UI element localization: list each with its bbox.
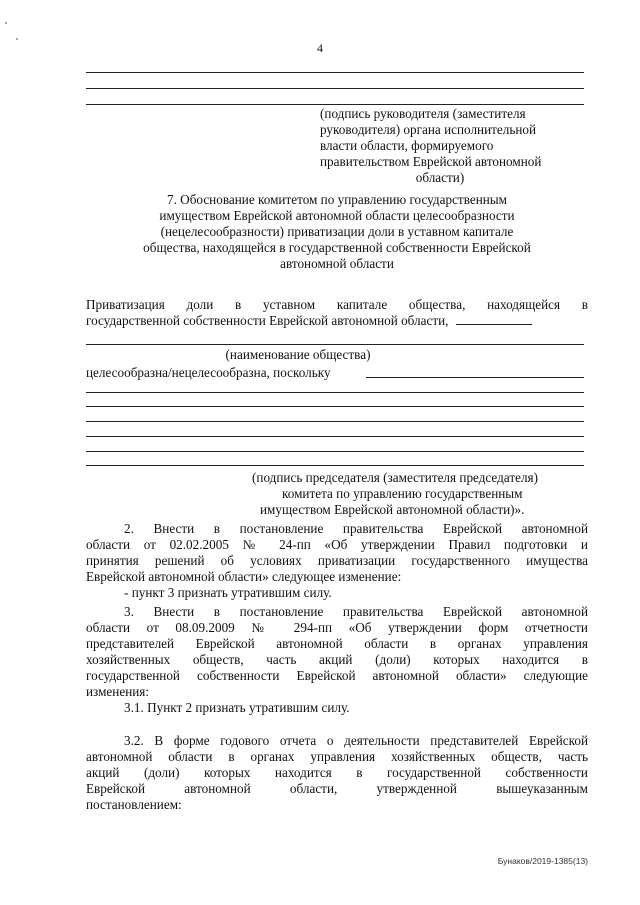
org-name-blank [456, 313, 532, 325]
blank-line [86, 344, 584, 345]
signature-caption-line: комитета по управлению государственным [282, 486, 523, 501]
paragraph-line: акций (доли) которых находится в государственной собственности [86, 765, 588, 780]
blank-line [86, 436, 584, 437]
paragraph-line: области от 08.09.2009 № 294-пп «Об утверждении форм отчетности [86, 620, 588, 635]
paragraph-line: 3.2. В форме годового отчета о деятельности представителей Еврейской [124, 733, 588, 748]
signature-caption-line: области) [415, 170, 465, 185]
paragraph-line: автономной области в органах управления хозяйственных обществ, часть [86, 749, 588, 764]
section-7-heading [86, 192, 588, 272]
privatization-text: государственной собственности Еврейской автономной области, [86, 313, 449, 328]
signature-caption-line: руководителя) органа исполнительной [320, 122, 537, 137]
blank-line [86, 88, 584, 89]
blank-line [86, 72, 584, 73]
blank-line [86, 104, 584, 105]
signature-caption-line: (подпись председателя (заместителя председателя) [252, 470, 538, 485]
signature-caption-head [320, 106, 590, 186]
paragraph-line: постановлением: [86, 797, 182, 812]
footer-document-code: Бунаков/2019-1385(13) [497, 856, 588, 866]
paragraph-line: Еврейской автономной области, утвержденной вышеуказанным [86, 781, 588, 796]
paragraph-line: Еврейской автономной области» следующее изменение: [86, 569, 402, 584]
signature-caption-line: имуществом Еврейской автономной области)». [260, 502, 525, 517]
signature-caption-line: правительством Еврейской автономной [320, 154, 542, 169]
signature-caption-line: (подпись руководителя (заместителя [320, 106, 526, 121]
privatization-line-2 [86, 313, 588, 329]
item-3-paragraph [86, 604, 588, 716]
paragraph-line: 3. Внести в постановление правительства Еврейской автономной [124, 604, 588, 619]
heading-line: имуществом Еврейской автономной области целесообразности [159, 208, 515, 223]
signature-caption-chair [252, 470, 592, 518]
blank-line [86, 451, 584, 452]
blank-line [86, 392, 584, 393]
heading-line: 7. Обоснование комитетом по управлению государственным [166, 192, 508, 207]
blank-line [86, 406, 584, 407]
heading-line: общества, находящейся в государственной собственности Еврейской [143, 240, 531, 255]
paragraph-line: 2. Внести в постановление правительства Еврейской автономной [124, 521, 588, 536]
paragraph-line: хозяйственных обществ, часть акций (доли) которых находится в [86, 652, 588, 667]
reason-line [86, 365, 588, 381]
org-name-caption: (наименование общества) [225, 347, 371, 362]
heading-line: автономной области [280, 256, 394, 271]
paragraph-line: представителей Еврейской автономной области в органах управления [86, 636, 588, 651]
privatization-line-1: Приватизация доли в уставном капитале общества, находящейся в [86, 297, 588, 312]
item-2-paragraph [86, 521, 588, 601]
paragraph-line: государственной собственности Еврейской автономной области» следующие [86, 668, 588, 683]
signature-caption-line: власти области, формируемого [320, 138, 494, 153]
item-3-2-paragraph [86, 733, 588, 813]
page-number: 4 [317, 41, 323, 55]
scan-speck [16, 38, 18, 40]
paragraph-line: изменения: [86, 684, 150, 699]
paragraph-line: - пункт 3 признать утратившим силу. [124, 585, 332, 600]
reason-blank [366, 377, 584, 378]
paragraph-line: 3.1. Пункт 2 признать утратившим силу. [124, 700, 350, 715]
blank-line [86, 465, 584, 466]
reason-text: целесообразна/нецелесообразна, поскольку [86, 365, 331, 380]
paragraph-line: области от 02.02.2005 № 24-пп «Об утверждении Правил подготовки и [86, 537, 588, 552]
scan-speck [5, 22, 7, 24]
blank-line [86, 421, 584, 422]
paragraph-line: принятия решений об условиях приватизации государственного имущества [86, 553, 588, 568]
heading-line: (нецелесообразности) приватизации доли в уставном капитале [160, 224, 514, 239]
